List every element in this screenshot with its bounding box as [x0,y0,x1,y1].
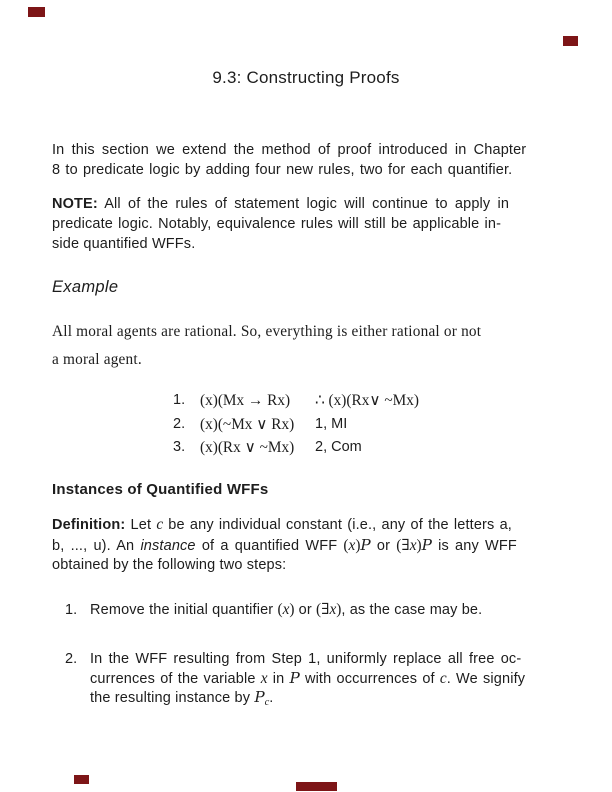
red-mark-bottom-center [296,782,337,791]
example-line-2: a moral agent. [52,351,142,368]
step2-line-1: In the WFF resulting from Step 1, uniformly replace all free oc- [90,651,522,667]
example-heading: Example [52,278,119,296]
definition-line-3: obtained by the following two steps: [52,557,287,573]
step2-line-2: currences of the variable x in P with occurrences of c. We signify [90,669,526,687]
proof-row-2 [173,413,533,437]
note-paragraph [52,194,560,254]
intro-line-2: 8 to predicate logic by adding four new rules, two for each quantifier. [52,162,513,178]
step-number: 2. [65,651,78,667]
page-title: 9.3: Constructing Proofs [212,68,400,87]
proof-formula: (x)(Rx ∨ ~Mx) [200,439,295,456]
proof-conclusion: ∴ (x)(Rx∨ ~Mx) [315,392,419,409]
definition-line-1: Definition: Let c be any individual constant (i.e., any of the letters a, [52,516,512,533]
step-list-item-2 [65,650,560,707]
step2-line-3: the resulting instance by $P_c$. [90,688,274,708]
definition-line-2: b, ..., u). An instance of a quantified WFF (x)P or (∃x)P is any WFF [52,536,517,554]
example-paragraph [52,318,560,374]
note-line-2: predicate logic. Notably, equivalence rules will still be applicable in- [52,216,502,232]
example-line-1: All moral agents are rational. So, everything is either rational or not [52,323,482,340]
proof-table [173,389,533,460]
step-content [90,600,560,620]
proof-row-3 [173,436,533,460]
proof-justification: 2, Com [315,439,362,455]
section-heading-instances: Instances of Quantified WFFs [52,481,269,498]
definition-paragraph [52,515,560,575]
proof-line-number: 1. [173,392,186,408]
intro-line-1: In this section we extend the method of proof introduced in Chapter [52,142,527,158]
proof-justification: 1, MI [315,415,348,432]
red-mark-top-left [28,7,45,17]
step-list-item-1 [65,600,560,620]
proof-formula: (x)(~Mx ∨ Rx) [200,415,295,433]
proof-line-number: 2. [173,415,186,432]
intro-paragraph [52,140,560,180]
proof-line-number: 3. [173,439,186,455]
red-mark-top-right [563,36,578,46]
red-mark-bottom-left [74,775,89,784]
note-line-3: side quantified WFFs. [52,236,196,252]
note-line-1: NOTE: All of the rules of statement logic will continue to apply in [52,196,510,212]
proof-formula: (x)(Mx → Rx) [200,392,291,409]
step1-line-1: Remove the initial quantifier (x) or (∃x), as the case may be. [90,601,483,618]
step-number: 1. [65,602,78,618]
step-content [90,650,560,707]
proof-row-1 [173,389,533,413]
